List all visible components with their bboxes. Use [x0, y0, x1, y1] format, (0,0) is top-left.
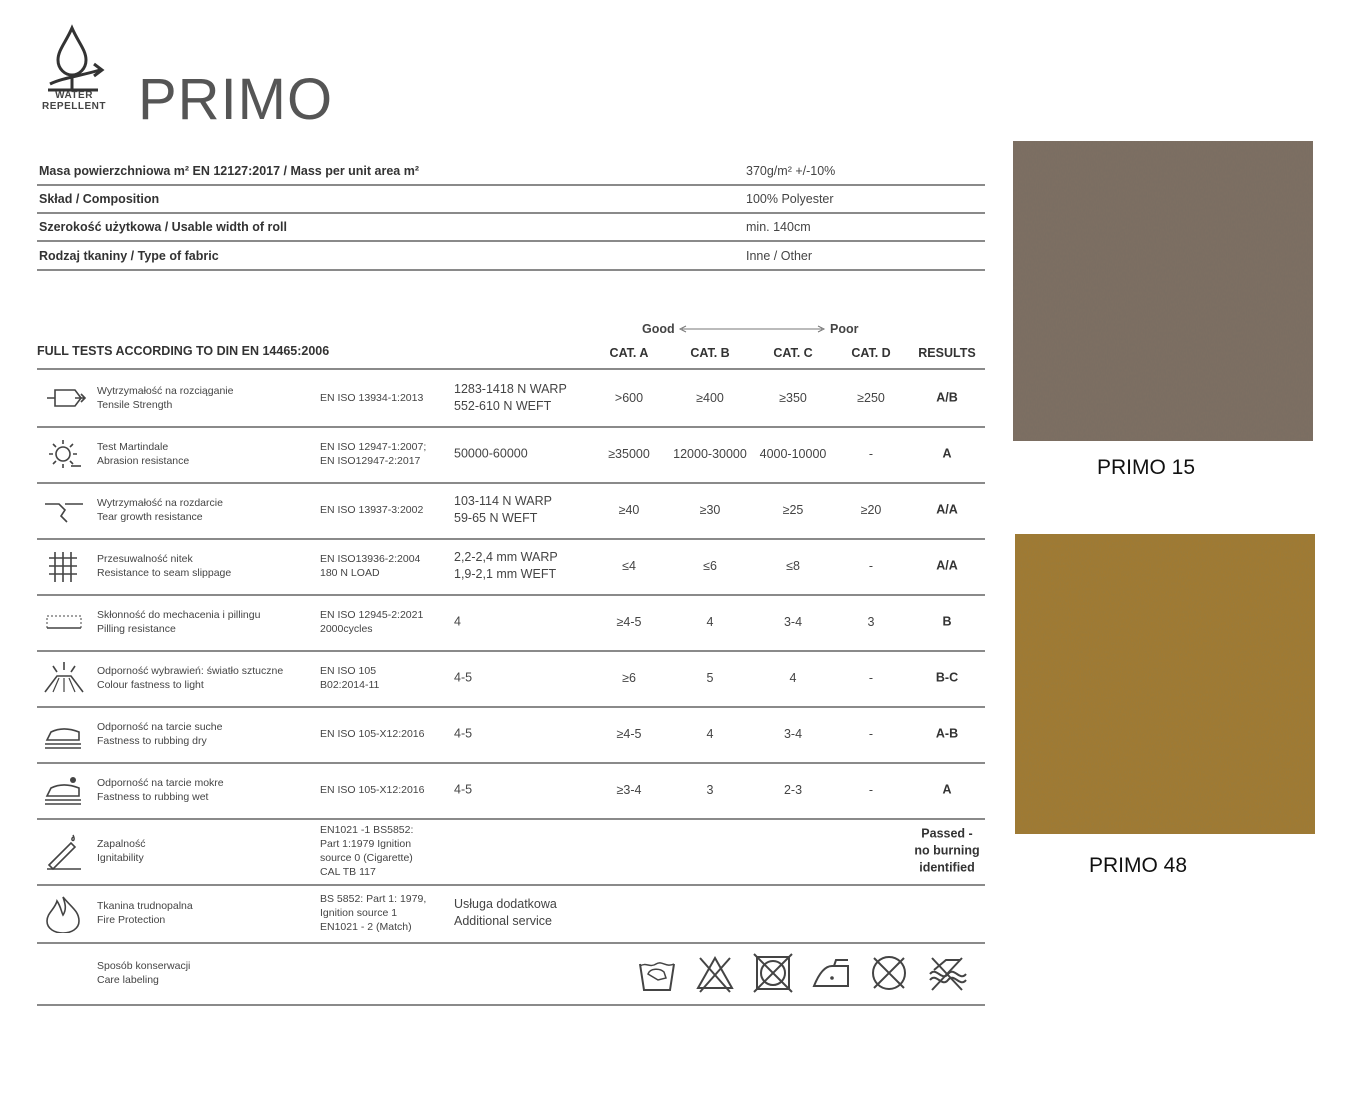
- test-result: 2,2-2,4 mm WARP 1,9-2,1 mm WEFT: [454, 550, 558, 581]
- result-grade: B-C: [935, 670, 959, 685]
- cat-d-value: -: [868, 727, 874, 741]
- cat-b-header: CAT. B: [690, 346, 730, 360]
- page-title: PRIMO: [138, 67, 334, 132]
- cat-d-header: CAT. D: [851, 346, 891, 360]
- result-grade: A: [942, 446, 952, 461]
- test-name: Wytrzymałość na rozdarcie Tear growth resistance: [97, 497, 223, 523]
- test-result: 4-5: [454, 670, 473, 685]
- test-standard: EN ISO 105-X12:2016: [320, 728, 425, 740]
- result-grade: A-B: [935, 726, 959, 741]
- good-poor-scale: [636, 320, 876, 338]
- test-name: Wytrzymałość na rozciąganie Tensile Strength: [97, 385, 234, 411]
- test-row: [37, 370, 985, 428]
- spec-value: min. 140cm: [746, 220, 811, 234]
- test-result: 50000-60000: [454, 446, 528, 461]
- no-wring-icon: [926, 952, 968, 994]
- cat-a-value: ≤4: [622, 559, 636, 573]
- spec-label: Masa powierzchniowa m² EN 12127:2017 / Mass per unit area m²: [39, 164, 420, 178]
- care-label: Sposób konserwacji Care labeling: [97, 960, 191, 986]
- test-name: Odporność na tarcie mokre Fastness to rubbing wet: [97, 777, 224, 803]
- spec-row: [37, 241, 985, 271]
- rubbing-wet-icon: [41, 770, 87, 810]
- cat-d-value: -: [868, 671, 874, 685]
- result-grade: Passed - no burning identified: [914, 826, 980, 875]
- test-result: 4-5: [454, 726, 473, 741]
- ignitability-icon: [41, 831, 87, 871]
- scale-poor: Poor: [830, 322, 859, 336]
- cat-b-value: ≥30: [699, 503, 721, 517]
- spec-value: 370g/m² +/-10%: [746, 164, 836, 178]
- spec-row: [37, 184, 985, 214]
- cat-d-value: -: [868, 559, 874, 573]
- cat-d-value: -: [868, 783, 874, 797]
- test-standard: EN ISO 105 B02:2014-11: [320, 665, 380, 691]
- seam-slippage-icon: [41, 546, 87, 586]
- test-result: 4: [454, 614, 461, 629]
- result-grade: A/B: [936, 390, 958, 405]
- swatch-label: PRIMO 48: [1089, 854, 1188, 877]
- fabric-swatch-primo-48: [1015, 534, 1315, 834]
- test-standard: BS 5852: Part 1: 1979, Ignition source 1 EN1021 - 2 (Match): [320, 893, 427, 933]
- spec-value: Inne / Other: [746, 249, 813, 263]
- cat-d-value: ≥20: [860, 503, 882, 517]
- no-bleach-icon: [694, 952, 736, 994]
- test-name: Skłonność do mechacenia i pillingu Pilling resistance: [97, 609, 261, 635]
- test-row: [37, 884, 985, 944]
- result-grade: A/A: [936, 502, 958, 517]
- no-tumble-dry-icon: [752, 952, 794, 994]
- cat-a-value: >600: [614, 391, 644, 405]
- spec-label: Skład / Composition: [39, 192, 160, 206]
- test-row: [37, 482, 985, 540]
- pilling-icon: [41, 602, 87, 642]
- tensile-icon: [41, 378, 87, 418]
- result-grade: A/A: [936, 558, 958, 573]
- cat-c-value: ≤8: [786, 559, 800, 573]
- swatch-label: PRIMO 15: [1097, 456, 1196, 479]
- test-name: Zapalność Ignitability: [97, 838, 146, 864]
- test-row: [37, 762, 985, 820]
- spec-row: [37, 156, 985, 186]
- cat-c-value: ≥350: [779, 391, 807, 405]
- cat-c-value: 3-4: [783, 615, 803, 629]
- test-name: Odporność na tarcie suche Fastness to rubbing dry: [97, 721, 223, 747]
- spec-label: Rodzaj tkaniny / Type of fabric: [39, 249, 219, 263]
- test-row: [37, 426, 985, 484]
- cat-d-value: -: [868, 447, 874, 461]
- test-result: 103-114 N WARP 59-65 N WEFT: [454, 494, 552, 525]
- cat-b-value: 5: [706, 671, 714, 685]
- iron-low-icon: [810, 952, 852, 994]
- cat-a-value: ≥6: [622, 671, 636, 685]
- test-name: Odporność wybrawień: światło sztuczne Colour fastness to light: [97, 665, 284, 691]
- test-name: Test Martindale Abrasion resistance: [97, 441, 190, 467]
- cat-a-value: ≥4-5: [616, 615, 642, 629]
- cat-b-value: 4: [706, 727, 714, 741]
- cat-c-value: 3-4: [783, 727, 803, 741]
- test-standard: EN ISO 13937-3:2002: [320, 504, 424, 516]
- cat-b-value: 12000-30000: [673, 447, 747, 461]
- rubbing-dry-icon: [41, 714, 87, 754]
- fabric-swatch-primo-15: [1013, 141, 1313, 441]
- result-grade: A: [942, 782, 952, 797]
- test-standard: EN ISO 12945-2:2021 2000cycles: [320, 609, 424, 635]
- no-dry-clean-icon: [868, 952, 910, 994]
- test-standard: EN ISO 12947-1:2007; EN ISO12947-2:2017: [320, 441, 427, 467]
- test-name: Przesuwalność nitek Resistance to seam slippage: [97, 553, 232, 579]
- cat-c-value: 4: [789, 671, 797, 685]
- cat-d-value: ≥250: [857, 391, 885, 405]
- cat-b-value: 4: [706, 615, 714, 629]
- test-row: [37, 538, 985, 596]
- logo-text: WATER REPELLENT: [42, 90, 106, 112]
- test-row: [37, 706, 985, 764]
- cat-d-value: 3: [867, 615, 875, 629]
- results-header: RESULTS: [918, 346, 976, 360]
- test-standard: EN ISO 105-X12:2016: [320, 784, 425, 796]
- spec-row: [37, 212, 985, 242]
- cat-c-value: 2-3: [783, 783, 803, 797]
- test-name: Tkanina trudnopalna Fire Protection: [97, 900, 193, 926]
- test-row: [37, 594, 985, 652]
- cat-a-value: ≥40: [618, 503, 640, 517]
- light-fastness-icon: [41, 658, 87, 698]
- cat-a-header: CAT. A: [609, 346, 649, 360]
- test-standard: EN ISO 13934-1:2013: [320, 392, 424, 404]
- test-standard: EN ISO13936-2:2004 180 N LOAD: [320, 553, 421, 579]
- abrasion-icon: [41, 434, 87, 474]
- tear-icon: [41, 490, 87, 530]
- cat-a-value: ≥3-4: [616, 783, 642, 797]
- test-result: 1283-1418 N WARP 552-610 N WEFT: [454, 382, 567, 413]
- spec-value: 100% Polyester: [746, 192, 834, 206]
- scale-good: Good: [642, 322, 675, 336]
- fire-protection-icon: [41, 893, 87, 933]
- test-row: [37, 818, 985, 886]
- tests-title: FULL TESTS ACCORDING TO DIN EN 14465:2006: [37, 344, 330, 358]
- cat-a-value: ≥35000: [608, 447, 650, 461]
- test-row: [37, 650, 985, 708]
- cat-c-value: ≥25: [782, 503, 804, 517]
- cat-a-value: ≥4-5: [616, 727, 642, 741]
- test-result: Usługa dodatkowa Additional service: [454, 897, 557, 928]
- spec-label: Szerokość użytkowa / Usable width of roll: [39, 220, 287, 234]
- hand-wash-icon: [636, 952, 678, 994]
- double-arrow-icon: [678, 324, 826, 334]
- result-grade: B: [942, 614, 952, 629]
- cat-b-value: 3: [706, 783, 714, 797]
- test-standard: EN1021 -1 BS5852: Part 1:1979 Ignition source 0 (Cigarette) CAL TB 117: [320, 824, 414, 878]
- cat-b-value: ≤6: [703, 559, 717, 573]
- cat-c-value: 4000-10000: [759, 447, 827, 461]
- cat-c-header: CAT. C: [773, 346, 813, 360]
- test-result: 4-5: [454, 782, 473, 797]
- cat-b-value: ≥400: [696, 391, 724, 405]
